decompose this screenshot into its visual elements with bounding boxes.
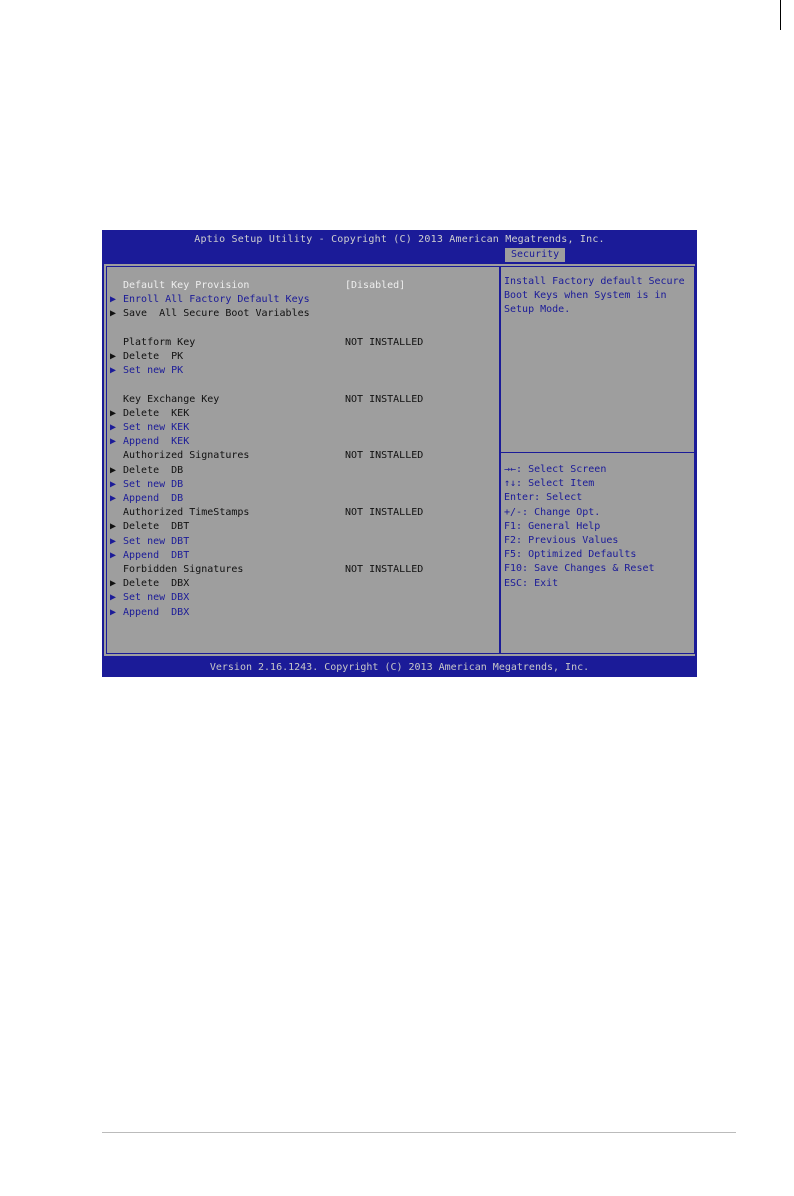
key-legend-item: →←: Select Screen — [504, 464, 607, 475]
menu-item[interactable] — [107, 591, 497, 605]
submenu-arrow-icon: ▶ — [110, 365, 117, 377]
menu-item-label: Set new DBT — [123, 535, 190, 547]
key-legend — [504, 463, 692, 591]
menu-item[interactable] — [107, 506, 497, 520]
menu-item[interactable] — [107, 364, 497, 378]
submenu-arrow-icon: ▶ — [110, 592, 117, 604]
menu-item-label: Enroll All Factory Default Keys — [123, 294, 310, 306]
submenu-arrow-icon: ▶ — [110, 521, 117, 533]
submenu-arrow-icon: ▶ — [110, 493, 117, 504]
key-legend-item: Enter: Select — [504, 492, 583, 504]
menu-item-label: Set new DB — [123, 478, 184, 490]
submenu-arrow-icon: ▶ — [110, 549, 117, 561]
menu-item-value: NOT INSTALLED — [345, 450, 424, 462]
menu-item[interactable] — [107, 549, 497, 563]
menu-item-label: Key Exchange Key — [123, 393, 220, 405]
menu-item-label: Set new PK — [123, 365, 184, 377]
key-legend-item: F2: Previous Values — [504, 535, 619, 547]
menu-item[interactable] — [107, 492, 497, 506]
menu-item[interactable] — [107, 293, 497, 307]
submenu-arrow-icon: ▶ — [110, 606, 117, 618]
menu-item-label: Append DBX — [123, 606, 190, 618]
help-text: Install Factory default Secure Boot Keys when System is in Setup Mode. — [504, 276, 691, 315]
menu-item[interactable] — [107, 577, 497, 591]
menu-item-value: [Disabled] — [345, 280, 406, 291]
menu-item-value: NOT INSTALLED — [345, 564, 424, 575]
menu-item[interactable] — [107, 464, 497, 478]
tab-security[interactable]: Security — [505, 248, 565, 262]
submenu-arrow-icon: ▶ — [110, 436, 117, 448]
menu-item-label: Save All Secure Boot Variables — [123, 308, 310, 320]
menu-item-label: Delete DBX — [123, 578, 190, 590]
help-divider — [501, 452, 694, 453]
submenu-arrow-icon: ▶ — [110, 294, 117, 306]
menu-item[interactable] — [107, 336, 497, 350]
menu-item-label: Authorized Signatures — [123, 450, 250, 462]
menu-item[interactable] — [107, 520, 497, 534]
menu-item[interactable] — [107, 307, 497, 321]
submenu-arrow-icon: ▶ — [110, 308, 117, 320]
menu-item-label: Set new KEK — [123, 422, 190, 433]
key-legend-item: F1: General Help — [504, 520, 601, 532]
submenu-arrow-icon: ▶ — [110, 422, 117, 433]
key-legend-item: ESC: Exit — [504, 577, 559, 589]
key-legend-item: +/-: Change Opt. — [504, 506, 601, 518]
submenu-arrow-icon: ▶ — [110, 535, 117, 547]
menu-item[interactable] — [107, 421, 497, 435]
page-edge-mark — [780, 0, 781, 30]
menu-item[interactable] — [107, 279, 497, 293]
key-legend-item: ↑↓: Select Item — [504, 478, 595, 490]
menu-item-label: Platform Key — [123, 336, 196, 348]
submenu-arrow-icon: ▶ — [110, 351, 117, 362]
menu-item-label: Append DBT — [123, 549, 190, 561]
menu-item[interactable] — [107, 449, 497, 463]
menu-item-value: NOT INSTALLED — [345, 507, 424, 519]
menu-item-label: Set new DBX — [123, 592, 190, 604]
menu-item-label: Forbidden Signatures — [123, 564, 244, 575]
key-legend-item: F10: Save Changes & Reset — [504, 563, 655, 575]
menu-item[interactable] — [107, 393, 497, 407]
menu-item-value: NOT INSTALLED — [345, 336, 424, 348]
menu-item-label: Delete DBT — [123, 521, 190, 533]
bios-title: Aptio Setup Utility - Copyright (C) 2013 American Megatrends, Inc. — [194, 234, 605, 245]
menu-item-label: Append DB — [123, 493, 184, 504]
menu-item[interactable] — [107, 535, 497, 549]
menu-item-label: Authorized TimeStamps — [123, 507, 250, 519]
help-pane — [500, 266, 695, 654]
submenu-arrow-icon: ▶ — [110, 578, 117, 590]
menu-item[interactable] — [107, 435, 497, 449]
bios-body — [104, 264, 695, 656]
menu-item-value: NOT INSTALLED — [345, 393, 424, 405]
menu-item-label: Delete KEK — [123, 407, 190, 419]
page-footer-rule — [102, 1132, 736, 1133]
menu-item-label: Default Key Provision — [123, 280, 250, 291]
submenu-arrow-icon: ▶ — [110, 407, 117, 419]
menu-item[interactable] — [107, 563, 497, 577]
submenu-arrow-icon: ▶ — [110, 478, 117, 490]
menu-item[interactable] — [107, 407, 497, 421]
menu-item-label: Delete PK — [123, 351, 184, 362]
key-legend-item: F5: Optimized Defaults — [504, 549, 637, 561]
menu-item-label: Delete DB — [123, 464, 184, 476]
bios-setup-screen — [102, 230, 697, 677]
menu-pane — [106, 266, 500, 654]
menu-item[interactable] — [107, 478, 497, 492]
menu-item[interactable] — [107, 606, 497, 620]
bios-footer: Version 2.16.1243. Copyright (C) 2013 American Megatrends, Inc. — [102, 658, 697, 677]
bios-header — [102, 230, 697, 262]
submenu-arrow-icon: ▶ — [110, 464, 117, 476]
menu-item[interactable] — [107, 350, 497, 364]
menu-item-label: Append KEK — [123, 436, 190, 448]
